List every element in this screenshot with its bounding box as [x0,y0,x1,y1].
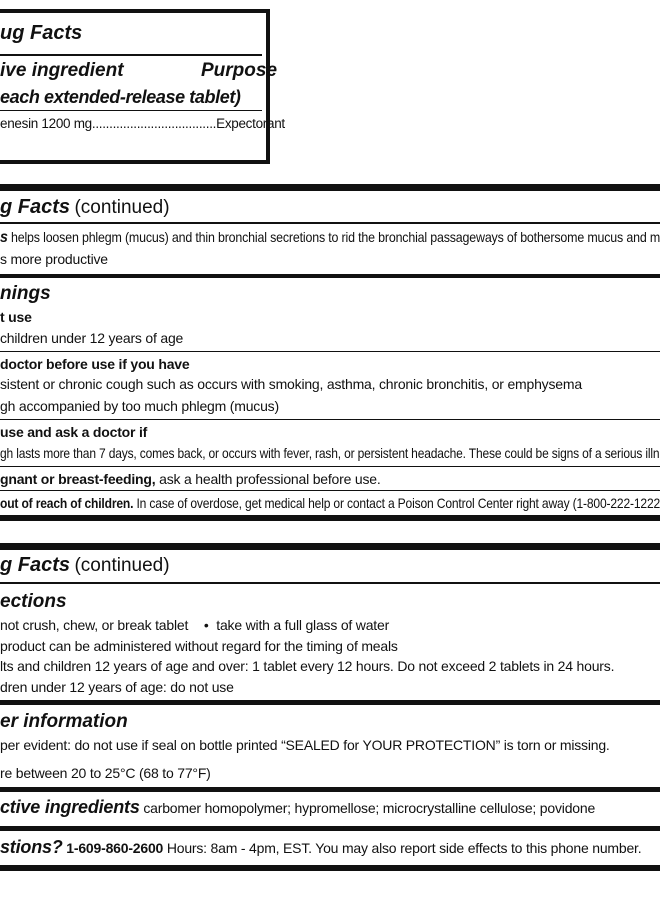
rule-4 [0,490,660,491]
panel2-title-row [0,196,170,219]
stop-use-text: gh lasts more than 7 days, comes back, or occurs with fever, rash, or persistent headache. These could be signs of a serious illn [0,445,660,461]
rule-1 [0,351,660,352]
panel2-top-border [0,184,660,191]
leader-dots: .................................... [91,116,217,131]
inactive-ingredients-line [0,797,595,818]
panel3-title-row [0,554,170,577]
other-info-rule [0,787,660,792]
panel3-top-border [0,543,660,550]
questions-text: Hours: 8am - 4pm, EST. You may also report side effects to this phone number. [163,840,642,856]
directions-item-1b: take with a full glass of water [216,617,390,633]
panel2-continued: (continued) [74,197,170,218]
ask-doctor-item-1: sistent or chronic cough such as occurs with smoking, asthma, chronic bronchitis, or emphysema [0,376,582,392]
purpose-value: Expectorant [216,116,285,131]
purpose-header: Purpose [201,60,278,81]
inactive-title: ctive ingredients [0,797,140,817]
questions-phone: 1-609-860-2600 [62,840,164,856]
ask-doctor-item-2: gh accompanied by too much phlegm (mucus) [0,398,279,414]
do-not-use-heading: t use [0,309,32,325]
keep-out-text: In case of overdose, get medical help or contact a Poison Control Center right away (1-800-222-1222 [133,495,660,511]
other-info-item-1: per evident: do not use if seal on bottle printed “SEALED for YOUR PROTECTION” is torn or missing. [0,737,610,753]
do-not-use-text: children under 12 years of age [0,330,184,346]
per-tablet-note: each extended-release tablet) [0,87,241,107]
directions-item-4: dren under 12 years of age: do not use [0,679,234,695]
other-info-title: er information [0,711,128,732]
directions-item-1 [0,617,389,633]
pregnancy-bold: gnant or breast-feeding, [0,471,156,487]
panel1-rule [0,110,262,111]
pregnancy-line [0,471,381,487]
stop-use-heading: use and ask a doctor if [0,424,148,440]
panel3-title: g Facts [0,554,71,576]
panel2-title-rule [0,222,660,224]
directions-rule [0,700,660,705]
inactive-rule [0,826,660,831]
panel1-title: ug Facts [0,22,83,44]
inactive-text: carbomer homopolymer; hypromellose; microcrystalline cellulose; povidone [139,800,596,816]
questions-line [0,837,641,858]
panel3-title-rule [0,582,660,584]
directions-item-2: product can be administered without regard for the timing of meals [0,638,398,654]
other-info-item-2: re between 20 to 25°C (68 to 77°F) [0,765,211,781]
bullet: • [203,617,209,633]
ingredient-name: enesin 1200 mg [0,116,92,131]
rule-3 [0,466,660,467]
questions-title: stions? [0,837,63,857]
active-ingredient-header: ive ingredient [0,60,124,81]
ask-doctor-heading: doctor before use if you have [0,356,190,372]
panel1-title-rule [0,54,262,56]
uses-label: s [0,229,8,246]
directions-title: ections [0,591,67,612]
panel2-title: g Facts [0,196,71,218]
uses-text: helps loosen phlegm (mucus) and thin bronchial secretions to rid the bronchial passageways of bothersome mucus and m [7,229,660,245]
panel3-bottom-border [0,865,660,871]
uses-line-1 [0,229,660,247]
keep-out-line [0,495,660,511]
panel3-continued: (continued) [74,555,170,576]
directions-item-1a: not crush, chew, or break tablet [0,617,189,633]
uses-rule [0,274,660,278]
warnings-title: nings [0,283,51,304]
panel2-bottom-border [0,515,660,521]
directions-item-3: lts and children 12 years of age and over: 1 tablet every 12 hours. Do not exceed 2 tablets in 24 hours. [0,658,615,674]
ingredient-row [0,116,285,131]
keep-out-bold: out of reach of children. [0,495,134,511]
rule-2 [0,419,660,420]
pregnancy-text: ask a health professional before use. [155,471,381,487]
uses-line-2: s more productive [0,251,108,267]
